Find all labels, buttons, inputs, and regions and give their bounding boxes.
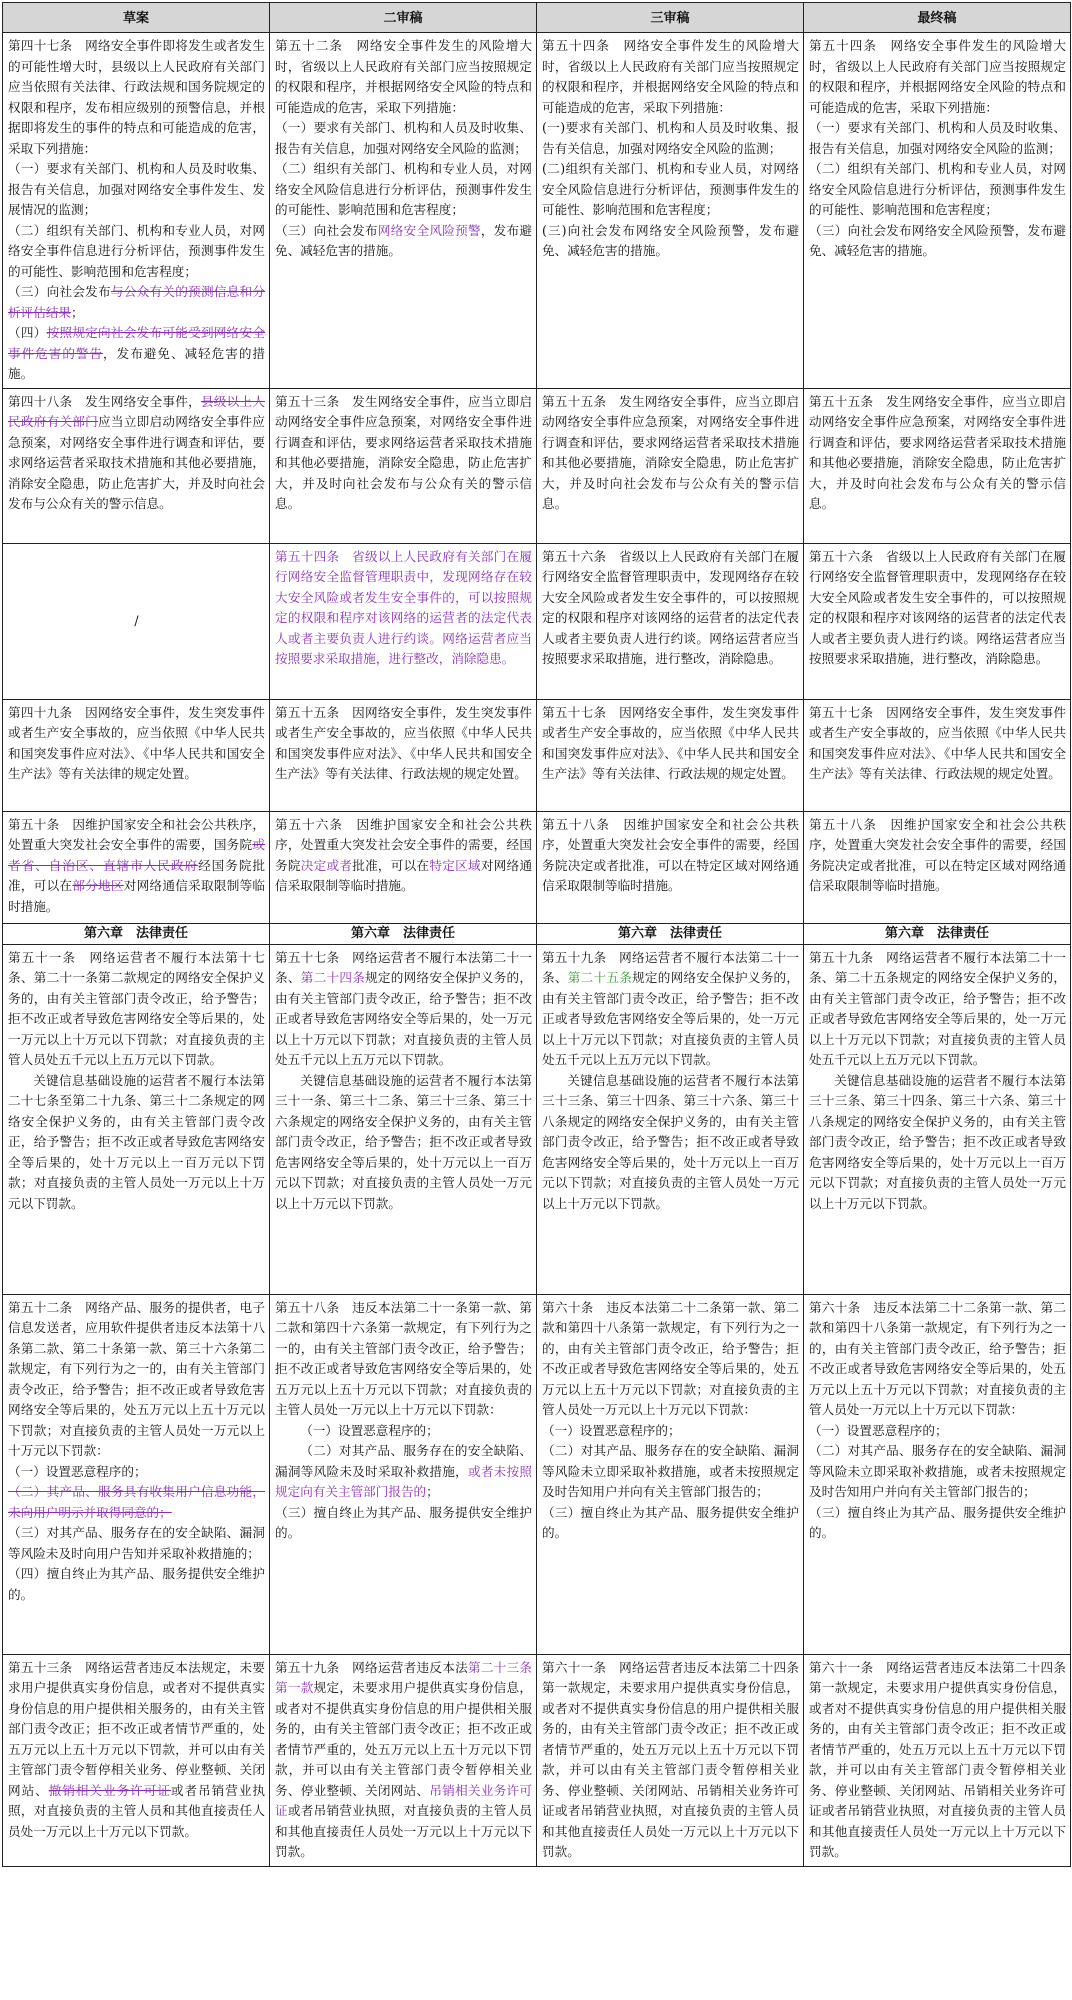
article-text: 第四十七条 网络安全事件即将发生或者发生的可能性增大时，县级以上人民政府有关部门应当依照有关法律、行政法规和国务院规定的权限和程序，发布相应级别的预警信息，并根据即将发生的事件的特点和可能造成的危害，采取下列措施： [8, 38, 265, 156]
table-row [3, 33, 1071, 389]
article-item: （二）组织有关部门、机构和专业人员，对网络安全事件信息进行分析评估，预测事件发生的可能性、影响范围和危害程度； [8, 222, 265, 279]
cell-second-review: 第五十三条 发生网络安全事件，应当立即启动网络安全事件应急预案，对网络安全事件进行调查和评估，要求网络运营者采取技术措施和其他必要措施，消除安全隐患，防止危害扩大，并及时向社会发布与公众有关的警示信息。 [270, 388, 537, 543]
article-item: （一）设置恶意程序的； [809, 1422, 948, 1438]
article-item: （三）对其产品、服务存在的安全缺陷、漏洞等风险未及时向用户告知并采取补救措施的； [8, 1525, 265, 1561]
inserted-text: 第二十四条 [300, 970, 366, 985]
table-row [3, 1294, 1071, 1654]
cell-draft [3, 33, 270, 389]
cell-final [804, 944, 1071, 1294]
cell-second-review [270, 543, 537, 699]
table-row [3, 699, 1071, 811]
column-header-second-review: 二审稿 [270, 3, 537, 33]
inserted-text: 第二十三条第一款 [275, 1659, 533, 1695]
chapter-title: 第六章 法律责任 [270, 923, 537, 944]
cell-final [804, 33, 1071, 389]
inserted-text: 网络安全风险预警 [377, 222, 481, 238]
article-item: （三）向社会发布网络安全风险预警，发布避免、减轻危害的措施。 [809, 222, 1066, 258]
cell-draft [3, 388, 270, 543]
table-row [3, 1654, 1071, 1866]
deleted-text: 部分地区 [72, 878, 124, 893]
article-paragraph: 关键信息基础设施的运营者不履行本法第三十三条、第三十四条、第三十六条、第三十八条规定的网络安全保护义务的，由有关主管部门责令改正，给予警告；拒不改正或者导致危害网络安全等后果的，处十万元以上一百万元以下罚款；对直接负责的主管人员处一万元以上十万元以下罚款。 [809, 1072, 1066, 1211]
cell-second-review [270, 33, 537, 389]
article-item: （三）擅自终止为其产品、服务提供安全维护的。 [275, 1504, 532, 1540]
cell-third-review: 第五十五条 发生网络安全事件，应当立即启动网络安全事件应急预案，对网络安全事件进行调查和评估，要求网络运营者采取技术措施和其他必要措施，消除安全隐患，防止危害扩大，并及时向社会发布与公众有关的警示信息。 [537, 388, 804, 543]
article-item: （二）对其产品、服务存在的安全缺陷、漏洞等风险未立即采取补救措施，或者未按照规定及时告知用户并向有关主管部门报告的； [542, 1443, 799, 1499]
article-item: （二）组织有关部门、机构和专业人员，对网络安全风险信息进行分析评估，预测事件发生的可能性、影响范围和危害程度； [809, 161, 1066, 217]
article-text: 第六十条 违反本法第二十二条第一款、第二款和第四十八条第一款规定，有下列行为之一的，由有关主管部门责令改正，给予警告；拒不改正或者导致危害网络安全等后果的，处五万元以上五十万元以下罚款；对直接负责的主管人员处一万元以上十万元以下罚款： [809, 1299, 1066, 1417]
deleted-text: 按照规定向社会发布可能受到网络安全事件危害的警告 [8, 325, 266, 361]
article-text: 第五十九条 网络运营者不履行本法第二十一条、第二十五条规定的网络安全保护义务的，由有关主管部门责令改正，给予警告；拒不改正或者导致危害网络安全等后果的，处一万元以上十万元以下罚款；对直接负责的主管人员处五千元以上五万元以下罚款。 [542, 949, 800, 1067]
article-item: (二)组织有关部门、机构和专业人员，对网络安全风险信息进行分析评估，预测事件发生的可能性、影响范围和危害程度； [542, 161, 799, 217]
cell-second-review [270, 1294, 537, 1654]
table-row [3, 944, 1071, 1294]
article-item: （一）设置恶意程序的； [8, 1463, 147, 1479]
cell-draft: 第五十三条 网络运营者违反本法规定，未要求用户提供真实身份信息，或者对不提供真实身份信息的用户提供相关服务的，由有关主管部门责令改正；拒不改正或者情节严重的，处五万元以上五十万元以下罚款，并可以由有关主管部门责令暂停相关业务、停业整顿、关闭网站、撤销相关业务许可证或者吊销营业执照，对直接负责的主管人员和其他直接责任人员处一万元以上十万元以下罚款。 [3, 1654, 270, 1866]
article-item: （二）对其产品、服务存在的安全缺陷、漏洞等风险未立即采取补救措施，或者未按照规定及时告知用户并向有关主管部门报告的； [809, 1443, 1066, 1499]
article-paragraph: 关键信息基础设施的运营者不履行本法第三十一条、第三十二条、第三十三条、第三十六条规定的网络安全保护义务的，由有关主管部门责令改正，给予警告；拒不改正或者导致危害网络安全等后果的，处十万元以上一百万元以下罚款；对直接负责的主管人员处一万元以上十万元以下罚款。 [275, 1072, 532, 1211]
article-item: （四）按照规定向社会发布可能受到网络安全事件危害的警告，发布避免、减轻危害的措施。 [8, 325, 266, 381]
cell-second-review [270, 944, 537, 1294]
cell-final: 第五十五条 发生网络安全事件，应当立即启动网络安全事件应急预案，对网络安全事件进行调查和评估，要求网络运营者采取技术措施和其他必要措施，消除安全隐患，防止危害扩大，并及时向社会发布与公众有关的警示信息。 [804, 388, 1071, 543]
article-paragraph: 关键信息基础设施的运营者不履行本法第二十七条至第二十九条、第三十二条规定的网络安全保护义务的，由有关主管部门责令改正，给予警告；拒不改正或者导致危害网络安全等后果的，处十万元以上一百万元以下罚款；对直接负责的主管人员处一万元以上十万元以下罚款。 [8, 1072, 265, 1211]
inserted-text: 吊销相关业务许可证 [275, 1782, 533, 1818]
article-text: 第四十八条 发生网络安全事件，县级以上人民政府有关部门应当立即启动网络安全事件应急预案，对网络安全事件进行调查和评估，要求网络运营者采取技术措施和其他必要措施，消除安全隐患，防止危害扩大，并及时向社会发布与公众有关的警示信息。 [8, 393, 266, 511]
changed-text: 第二十五条 [567, 970, 633, 985]
cell-third-review [537, 944, 804, 1294]
article-item: (三)向社会发布网络安全风险预警，发布避免、减轻危害的措施。 [542, 222, 799, 258]
inserted-text: 第五十四条 省级以上人民政府有关部门在履行网络安全监督管理职责中，发现网络存在较大安全风险或者发生安全事件的，可以按照规定的权限和程序对该网络的运营者的法定代表人或者主要负责人进行约谈。网络运营者应当按照要求采取措施，进行整改，消除隐患。 [275, 548, 532, 666]
table-row [3, 543, 1071, 699]
chapter-row [3, 923, 1071, 944]
deleted-text: （二）其产品、服务具有收集用户信息功能，未向用户明示并取得同意的； [8, 1484, 265, 1520]
cell-final: 第六十一条 网络运营者违反本法第二十四条第一款规定，未要求用户提供真实身份信息，或者对不提供真实身份信息的用户提供相关服务的，由有关主管部门责令改正；拒不改正或者情节严重的，处五万元以上五十万元以下罚款，并可以由有关主管部门责令暂停相关业务、停业整顿、关闭网站、吊销相关业务许可证或者吊销营业执照，对直接负责的主管人员和其他直接责任人员处一万元以上十万元以下罚款。 [804, 1654, 1071, 1866]
chapter-title: 第六章 法律责任 [3, 923, 270, 944]
inserted-text: 特定区域 [429, 857, 481, 873]
deleted-text: 与公众有关的预测信息和分析评估结果 [8, 284, 266, 320]
article-item: （一）要求有关部门、机构和人员及时收集、报告有关信息，加强对网络安全风险的监测； [809, 120, 1066, 156]
article-text: 第五十二条 网络安全事件发生的风险增大时，省级以上人民政府有关部门应当按照规定的权限和程序，并根据网络安全风险的特点和可能造成的危害，采取下列措施： [275, 38, 532, 115]
article-text: 第五十四条 网络安全事件发生的风险增大时，省级以上人民政府有关部门应当按照规定的权限和程序，并根据网络安全风险的特点和可能造成的危害，采取下列措施： [542, 38, 799, 115]
cell-second-review: 第五十九条 网络运营者违反本法第二十三条第一款规定，未要求用户提供真实身份信息，或者对不提供真实身份信息的用户提供相关服务的，由有关主管部门责令改正；拒不改正或者情节严重的，处五万元以上五十万元以下罚款，并可以由有关主管部门责令暂停相关业务、停业整顿、关闭网站、吊销相关业务许可证或者吊销营业执照，对直接负责的主管人员和其他直接责任人员处一万元以上十万元以下罚款。 [270, 1654, 537, 1866]
header-row [3, 3, 1071, 33]
cell-draft [3, 944, 270, 1294]
chapter-title: 第六章 法律责任 [804, 923, 1071, 944]
table-row [3, 811, 1071, 923]
table-row [3, 388, 1071, 543]
article-text: 第五十八条 违反本法第二十一条第一款、第二款和第四十六条第一款规定，有下列行为之一的，由有关主管部门责令改正，给予警告；拒不改正或者导致危害网络安全等后果的，处五万元以上五十万元以下罚款；对直接负责的主管人员处一万元以上十万元以下罚款： [275, 1299, 532, 1417]
deleted-text: 撤销相关业务许可证 [48, 1782, 171, 1798]
article-item: （一）要求有关部门、机构和人员及时收集、报告有关信息，加强对网络安全事件发生、发展情况的监测； [8, 161, 265, 217]
inserted-text: 或者未按照规定向有关主管部门报告的 [275, 1463, 533, 1499]
article-text: 第五十一条 网络运营者不履行本法第十七条、第二十一条第二款规定的网络安全保护义务的，由有关主管部门责令改正，给予警告；拒不改正或者导致危害网络安全等后果的，处一万元以上十万元以下罚款；对直接负责的主管人员处五千元以上五万元以下罚款。 [8, 949, 265, 1067]
cell-third-review [537, 33, 804, 389]
cell-draft: 第五十条 因维护国家安全和社会公共秩序，处置重大突发社会安全事件的需要，国务院或者省、自治区、直辖市人民政府经国务院批准，可以在部分地区对网络通信采取限制等临时措施。 [3, 811, 270, 923]
article-item: （一）要求有关部门、机构和人员及时收集、报告有关信息，加强对网络安全风险的监测； [275, 120, 532, 156]
column-header-draft: 草案 [3, 3, 270, 33]
cell-final: 第五十七条 因网络安全事件，发生突发事件或者生产安全事故的，应当依照《中华人民共和国突发事件应对法》、《中华人民共和国安全生产法》等有关法律、行政法规的规定处置。 [804, 699, 1071, 811]
cell-draft [3, 1294, 270, 1654]
article-item: （三）擅自终止为其产品、服务提供安全维护的。 [809, 1504, 1066, 1540]
article-item: （四）擅自终止为其产品、服务提供安全维护的。 [8, 1566, 265, 1602]
cell-third-review [537, 1294, 804, 1654]
cell-draft-empty: / [3, 543, 270, 699]
cell-second-review: 第五十六条 因维护国家安全和社会公共秩序，处置重大突发社会安全事件的需要，经国务院决定或者批准，可以在特定区域对网络通信采取限制等临时措施。 [270, 811, 537, 923]
article-item: （一）设置恶意程序的； [542, 1422, 681, 1438]
inserted-text: 决定或者 [300, 857, 353, 873]
article-text: 第五十九条 网络运营者不履行本法第二十一条、第二十五条规定的网络安全保护义务的，由有关主管部门责令改正，给予警告；拒不改正或者导致危害网络安全等后果的，处一万元以上十万元以下罚款；对直接负责的主管人员处五千元以上五万元以下罚款。 [809, 949, 1066, 1067]
comparison-table [2, 2, 1071, 1867]
column-header-final: 最终稿 [804, 3, 1071, 33]
article-item: (一)要求有关部门、机构和人员及时收集、报告有关信息，加强对网络安全风险的监测； [542, 120, 799, 156]
article-text: 第六十条 违反本法第二十二条第一款、第二款和第四十八条第一款规定，有下列行为之一的，由有关主管部门责令改正，给予警告；拒不改正或者导致危害网络安全等后果的，处五万元以上五十万元以下罚款；对直接负责的主管人员处一万元以上十万元以下罚款： [542, 1299, 799, 1417]
deleted-text: 或者省、自治区、直辖市人民政府 [8, 837, 265, 873]
article-item: （二）对其产品、服务存在的安全缺陷、漏洞等风险未及时采取补救措施，或者未按照规定向有关主管部门报告的； [275, 1443, 533, 1499]
deleted-text: 县级以上人民政府有关部门 [8, 393, 266, 429]
article-item: （三）向社会发布与公众有关的预测信息和分析评估结果； [8, 284, 266, 320]
article-text: 第五十四条 网络安全事件发生的风险增大时，省级以上人民政府有关部门应当按照规定的权限和程序，并根据网络安全风险的特点和可能造成的危害，采取下列措施： [809, 38, 1066, 115]
cell-final: 第五十八条 因维护国家安全和社会公共秩序，处置重大突发社会安全事件的需要，经国务院决定或者批准，可以在特定区域对网络通信采取限制等临时措施。 [804, 811, 1071, 923]
article-item: （二）组织有关部门、机构和专业人员，对网络安全风险信息进行分析评估，预测事件发生的可能性、影响范围和危害程度； [275, 161, 532, 217]
cell-third-review: 第五十六条 省级以上人民政府有关部门在履行网络安全监督管理职责中，发现网络存在较大安全风险或者发生安全事件的，可以按照规定的权限和程序对该网络的运营者的法定代表人或者主要负责人进行约谈。网络运营者应当按照要求采取措施，进行整改，消除隐患。 [537, 543, 804, 699]
cell-final [804, 1294, 1071, 1654]
article-item: （三）擅自终止为其产品、服务提供安全维护的。 [542, 1504, 799, 1540]
article-paragraph: 关键信息基础设施的运营者不履行本法第三十三条、第三十四条、第三十六条、第三十八条规定的网络安全保护义务的，由有关主管部门责令改正，给予警告；拒不改正或者导致危害网络安全等后果的，处十万元以上一百万元以下罚款；对直接负责的主管人员处一万元以上十万元以下罚款。 [542, 1072, 799, 1211]
article-item: （三）向社会发布网络安全风险预警，发布避免、减轻危害的措施。 [275, 222, 533, 258]
cell-draft: 第四十九条 因网络安全事件，发生突发事件或者生产安全事故的，应当依照《中华人民共和国突发事件应对法》、《中华人民共和国安全生产法》等有关法律的规定处置。 [3, 699, 270, 811]
cell-final: 第五十六条 省级以上人民政府有关部门在履行网络安全监督管理职责中，发现网络存在较大安全风险或者发生安全事件的，可以按照规定的权限和程序对该网络的运营者的法定代表人或者主要负责人进行约谈。网络运营者应当按照要求采取措施，进行整改，消除隐患。 [804, 543, 1071, 699]
article-text: 第五十七条 网络运营者不履行本法第二十一条、第二十四条规定的网络安全保护义务的，由有关主管部门责令改正，给予警告；拒不改正或者导致危害网络安全等后果的，处一万元以上十万元以下罚款；对直接负责的主管人员处五千元以上五万元以下罚款。 [275, 949, 533, 1067]
column-header-third-review: 三审稿 [537, 3, 804, 33]
article-item: （一）设置恶意程序的； [300, 1422, 439, 1438]
cell-third-review: 第六十一条 网络运营者违反本法第二十四条第一款规定，未要求用户提供真实身份信息，或者对不提供真实身份信息的用户提供相关服务的，由有关主管部门责令改正；拒不改正或者情节严重的，处五万元以上五十万元以下罚款，并可以由有关主管部门责令暂停相关业务、停业整顿、关闭网站、吊销相关业务许可证或者吊销营业执照，对直接负责的主管人员和其他直接责任人员处一万元以上十万元以下罚款。 [537, 1654, 804, 1866]
cell-third-review: 第五十八条 因维护国家安全和社会公共秩序，处置重大突发社会安全事件的需要，经国务院决定或者批准，可以在特定区域对网络通信采取限制等临时措施。 [537, 811, 804, 923]
cell-third-review: 第五十七条 因网络安全事件，发生突发事件或者生产安全事故的，应当依照《中华人民共和国突发事件应对法》、《中华人民共和国安全生产法》等有关法律、行政法规的规定处置。 [537, 699, 804, 811]
article-text: 第五十二条 网络产品、服务的提供者，电子信息发送者，应用软件提供者违反本法第十八条第二款、第二十条第一款、第三十六条第二款规定，有下列行为之一的，由有关主管部门责令改正，给予警告；拒不改正或者导致危害网络安全等后果的，处五万元以上五十万元以下罚款；对直接负责的主管人员处一万元以上十万元以下罚款： [8, 1299, 265, 1458]
chapter-title: 第六章 法律责任 [537, 923, 804, 944]
cell-second-review: 第五十五条 因网络安全事件，发生突发事件或者生产安全事故的，应当依照《中华人民共和国突发事件应对法》、《中华人民共和国安全生产法》等有关法律、行政法规的规定处置。 [270, 699, 537, 811]
